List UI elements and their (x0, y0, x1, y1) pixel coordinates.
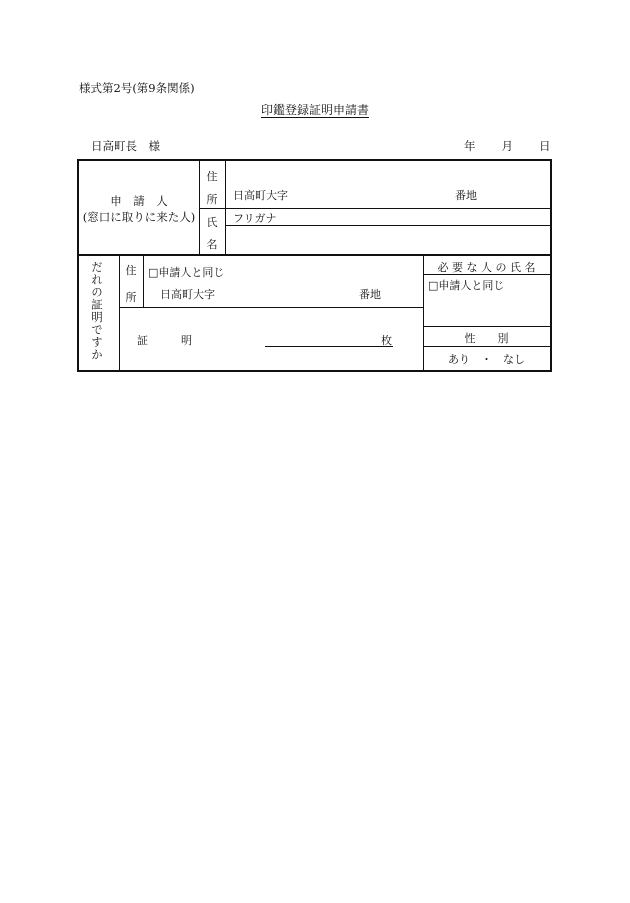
needed-person-label: 必 要 な 人 の 氏 名 (437, 261, 536, 274)
gender-header-bottom-divider (423, 346, 550, 347)
applicant-address-label-1: 住 (206, 170, 218, 183)
date-day-label: 日 (539, 139, 551, 153)
date-month-label: 月 (501, 139, 513, 153)
needed-same-as-applicant-checkbox[interactable]: □申請人と同じ (428, 279, 505, 292)
subject-address-label-2: 所 (125, 291, 137, 304)
applicant-address-prefix: 日高町大字 (233, 189, 288, 202)
certificate-label: 証 明 (137, 334, 192, 347)
date-row (464, 138, 551, 154)
applicant-address-name-divider (199, 208, 550, 209)
applicant-name-label-1: 氏 (206, 216, 218, 229)
section-divider (79, 254, 550, 256)
copies-unit: 枚 (381, 334, 392, 347)
applicant-address-suffix: 番地 (455, 189, 477, 202)
subject-address-label-1: 住 (125, 264, 137, 277)
furigana-label: フリガナ (233, 212, 277, 225)
applicant-sublabel: (窓口に取りに来た人) (82, 210, 196, 224)
application-form-table (77, 159, 552, 372)
document-title: 印鑑登録証明申請書 (260, 103, 369, 117)
form-number: 様式第2号(第9条関係) (79, 81, 195, 95)
subject-address-prefix: 日高町大字 (160, 288, 215, 301)
copies-underline (265, 346, 393, 347)
applicant-name-label-2: 名 (206, 238, 218, 251)
subject-same-as-applicant-checkbox[interactable]: □申請人と同じ (148, 266, 225, 279)
date-year-label: 年 (464, 139, 476, 153)
subject-address-label-divider (143, 255, 144, 307)
gender-header-top-divider (423, 326, 550, 327)
gender-options[interactable]: あり ・ なし (448, 353, 525, 366)
subject-address-bottom-divider (119, 307, 423, 308)
subject-vertical-label: だれの証明ですか (90, 261, 104, 361)
applicant-label: 申 請 人 (110, 194, 168, 208)
addressee: 日高町長 様 (91, 139, 160, 153)
gender-label: 性 別 (464, 332, 509, 345)
subject-address-suffix: 番地 (359, 288, 381, 301)
applicant-address-label-2: 所 (206, 193, 218, 206)
